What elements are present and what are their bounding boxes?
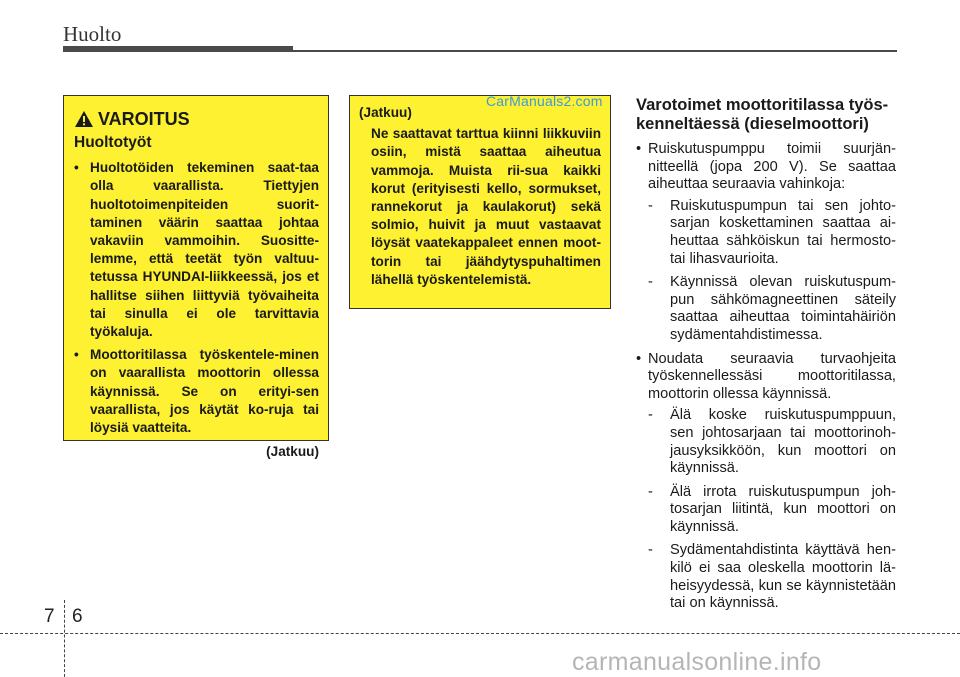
footer-dashed-divider <box>64 600 65 677</box>
dash-marker: - <box>648 542 653 559</box>
section-bullet-text: Noudata seuraavia turvaohjeita työskennellessäsi moottoritilassa, moottorin ollessa käynnissä. <box>648 350 896 402</box>
continuation-label: (Jatkuu) <box>359 105 412 120</box>
section-heading: Varotoimet moottoritilassa työs-kenneltäessä (dieselmoottori) <box>636 96 889 133</box>
section-subitem <box>648 484 896 537</box>
section-subitem-text: Käynnissä olevan ruiskutuspum-pun sähkömagneettinen säteily saattaa aiheuttaa toimintahäiriön sydämentahdistimessa. <box>670 274 896 343</box>
chapter-number: 7 <box>44 606 55 627</box>
warning-heading-text: VAROITUS <box>98 109 190 129</box>
header-rule-thick <box>63 46 293 52</box>
footer-watermark: carmanualsonline.info <box>572 648 822 676</box>
dash-marker: - <box>648 483 653 500</box>
page-number: 6 <box>72 606 83 627</box>
dash-marker: - <box>648 274 653 291</box>
section-bullet <box>636 141 896 194</box>
warning-subheading: Huoltotyöt <box>74 134 152 151</box>
page-header-title: Huolto <box>63 22 122 46</box>
warning-continuation-box <box>349 95 611 309</box>
section-subitem-text: Älä koske ruiskutuspumppuun, sen johtosarjaan tai moottorinoh-jausyksikköön, kun moottori on käynnissä. <box>670 407 896 477</box>
section-subitem <box>648 274 896 344</box>
bullet-dot-icon: • <box>74 347 79 363</box>
dash-marker: - <box>648 197 653 214</box>
bullet-dot-icon: • <box>636 141 642 157</box>
section-subitem-text: Älä irrota ruiskutuspumpun joh-tosarjan liitintä, kun moottori on käynnissä. <box>670 483 896 535</box>
continuation-text: Ne saattavat tarttua kiinni liikkuviin osiin, mistä saattaa aiheutua vammoja. Muista rii-sua kaikki korut (erityisesti kello, sormukset, rannekorut ja kaulakorut) sekä solmio, huivit ja muut vastaavat löysät vaatekappaleet ennen moot-torin tai jäähdytyspuhaltimen lähellä työskentelemistä. <box>371 126 601 287</box>
footer-dashed-rule <box>0 633 960 634</box>
warning-box <box>63 95 329 460</box>
section-subitem-text: Ruiskutuspumpun tai sen johto-sarjan koskettaminen saattaa ai-heuttaa sähköiskun tai hermosto-tai lihasvaurioita. <box>670 197 896 267</box>
watermark-link[interactable]: CarManuals2.com <box>486 93 603 109</box>
bullet-dot-icon: • <box>74 160 79 176</box>
warning-bullet-text: Moottoritilassa työskentele-minen on vaarallista moottorin ollessa käynnissä. Se on erityi-sen vaarallista, jos käytät ko-ruja tai löysiä vaatteita. <box>90 347 319 436</box>
section-bullet <box>636 351 896 404</box>
warning-heading <box>74 108 319 130</box>
section-subitem-text: Sydämentahdistinta käyttävä hen-kilö ei saa oleskella moottorin lä-heisyydessä, kun se käynnistetään tai on käynnissä. <box>670 542 896 612</box>
section-bullet-text: Ruiskutuspumppu toimii suurjän-nitteellä (jopa 200 V). Se saattaa aiheuttaa seuraavia vahinkoja: <box>648 141 896 193</box>
section-subitem <box>648 407 896 477</box>
precautions-section <box>636 96 896 619</box>
warning-bullet <box>74 159 319 341</box>
header-rule-thin <box>293 50 897 52</box>
warning-triangle-icon <box>74 110 94 128</box>
bullet-dot-icon: • <box>636 350 642 367</box>
dash-marker: - <box>648 407 653 424</box>
section-subitem <box>648 198 896 268</box>
warning-bullet <box>74 346 319 437</box>
continued-label: (Jatkuu) <box>266 444 319 460</box>
warning-bullet-text: Huoltotöiden tekeminen saat-taa olla vaarallista. Tiettyjen huoltotoimenpiteiden suorit-taminen väärin saattaa johtaa vakaviin vammoihin. Suositte-lemme, että teetät työn valtuu-tetussa HYUNDAI-liikkeessä, jos et hallitse siihen liittyviä työvaiheita tai sinulla ei ole tarvittavia työkaluja. <box>90 160 319 340</box>
section-subitem <box>648 542 896 612</box>
